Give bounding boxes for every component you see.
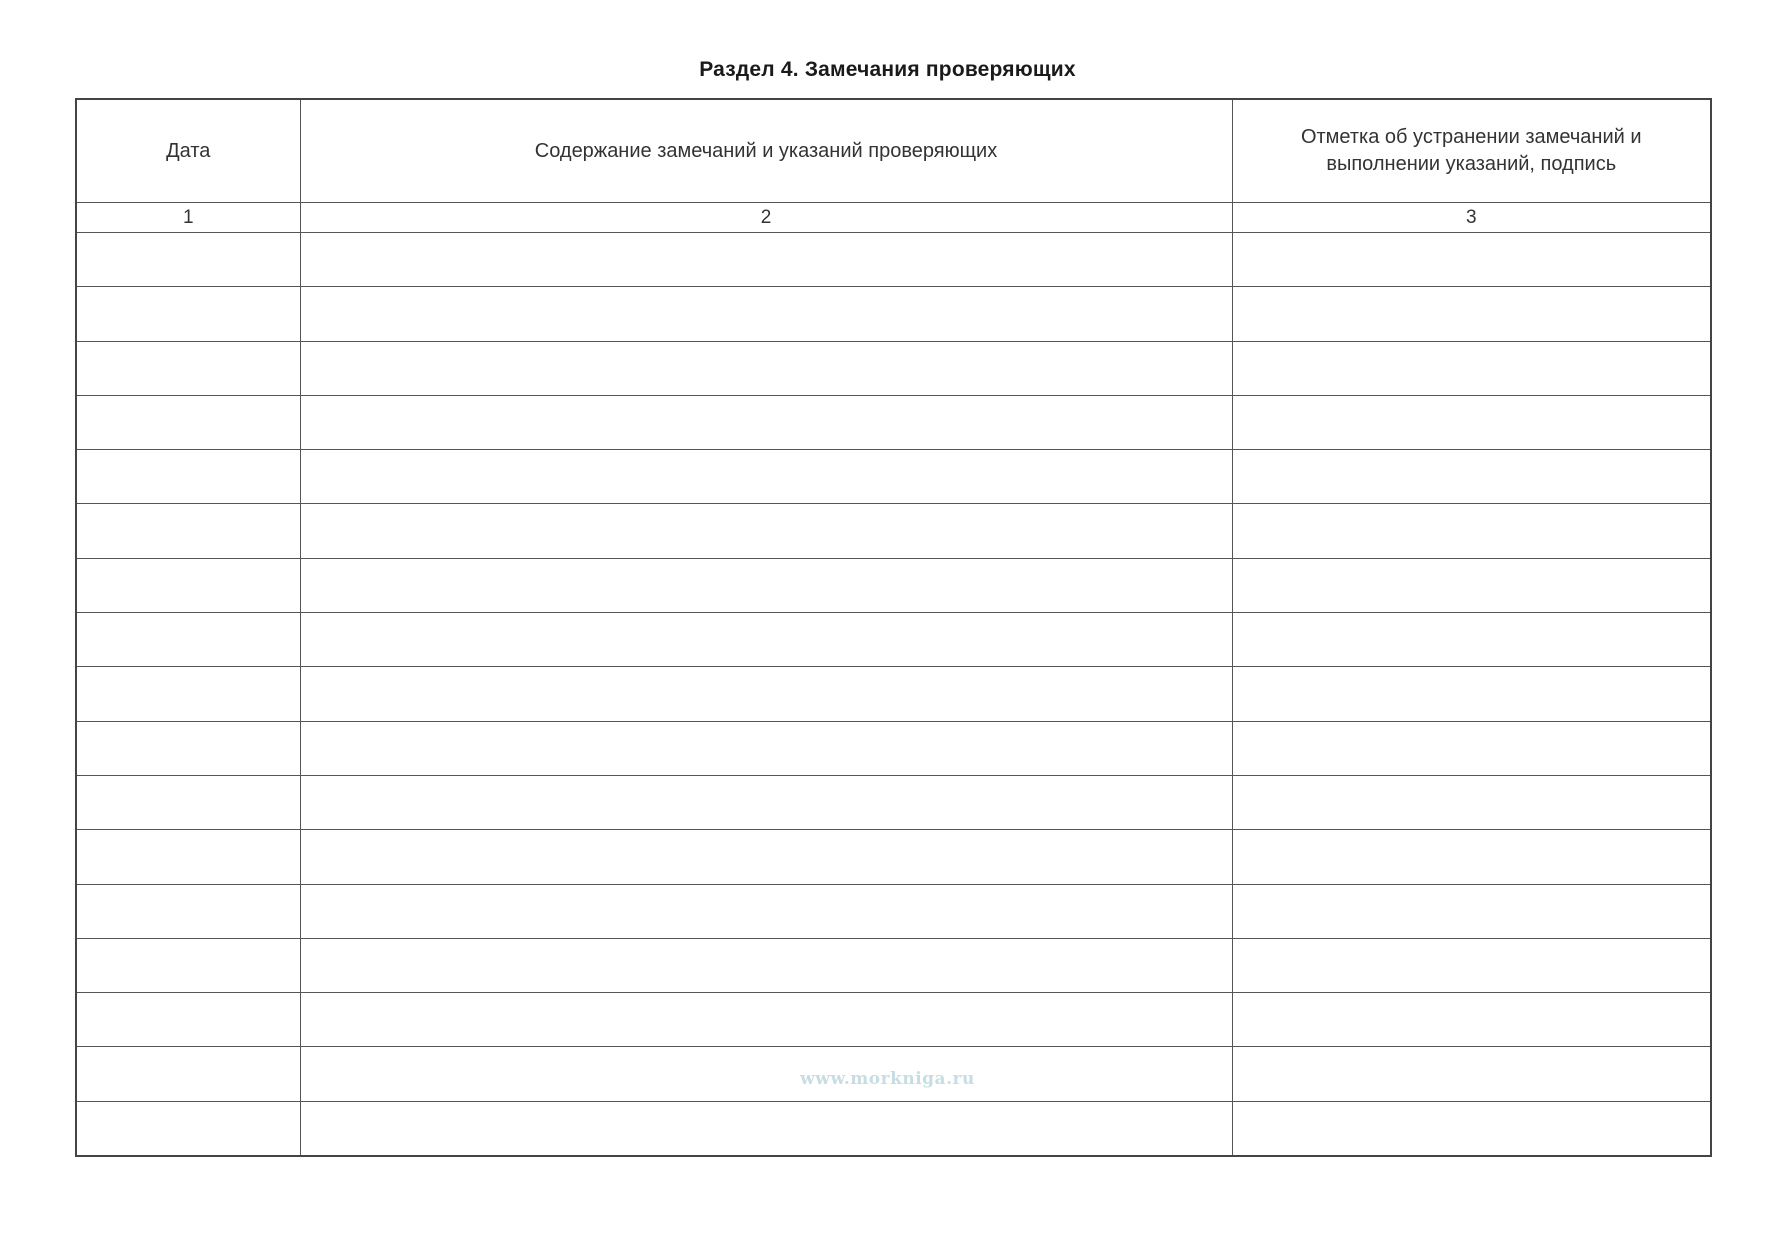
table-row (76, 450, 1711, 504)
cell-date (76, 613, 300, 667)
cell-date (76, 1101, 300, 1156)
cell-resolution (1232, 613, 1711, 667)
cell-resolution (1232, 721, 1711, 775)
table-row (76, 613, 1711, 667)
cell-resolution (1232, 667, 1711, 721)
cell-date (76, 450, 300, 504)
cell-content (300, 884, 1232, 938)
cell-date (76, 667, 300, 721)
cell-date (76, 341, 300, 395)
cell-content (300, 287, 1232, 341)
column-number-row (76, 203, 1711, 233)
cell-date (76, 775, 300, 829)
cell-date (76, 558, 300, 612)
cell-date (76, 721, 300, 775)
table-row (76, 504, 1711, 558)
cell-resolution (1232, 450, 1711, 504)
cell-date (76, 287, 300, 341)
cell-date (76, 884, 300, 938)
table-row (76, 341, 1711, 395)
table-body (76, 233, 1711, 1157)
column-number-1: 1 (76, 203, 300, 233)
watermark: www.morkniga.ru (800, 1069, 975, 1089)
cell-resolution (1232, 993, 1711, 1047)
cell-resolution (1232, 558, 1711, 612)
table-row (76, 1101, 1711, 1156)
column-header-date: Дата (76, 99, 300, 203)
cell-content (300, 504, 1232, 558)
column-number-2: 2 (300, 203, 1232, 233)
cell-date (76, 395, 300, 449)
cell-content (300, 233, 1232, 287)
cell-resolution (1232, 287, 1711, 341)
cell-content (300, 667, 1232, 721)
cell-content (300, 775, 1232, 829)
cell-resolution (1232, 341, 1711, 395)
table-row (76, 993, 1711, 1047)
table-row (76, 667, 1711, 721)
cell-date (76, 993, 300, 1047)
cell-resolution (1232, 938, 1711, 992)
cell-resolution (1232, 395, 1711, 449)
remarks-table (75, 98, 1712, 1157)
cell-resolution (1232, 233, 1711, 287)
cell-content (300, 450, 1232, 504)
cell-content (300, 721, 1232, 775)
cell-date (76, 938, 300, 992)
table-header-row (76, 99, 1711, 203)
cell-content (300, 558, 1232, 612)
column-number-3: 3 (1232, 203, 1711, 233)
cell-resolution (1232, 775, 1711, 829)
table-row (76, 830, 1711, 884)
cell-content (300, 993, 1232, 1047)
cell-content (300, 830, 1232, 884)
table-row (76, 558, 1711, 612)
cell-date (76, 233, 300, 287)
table-row (76, 287, 1711, 341)
table-row (76, 395, 1711, 449)
cell-date (76, 830, 300, 884)
cell-resolution (1232, 884, 1711, 938)
table-row (76, 721, 1711, 775)
table-row (76, 884, 1711, 938)
cell-content (300, 938, 1232, 992)
cell-content (300, 1101, 1232, 1156)
cell-resolution (1232, 1101, 1711, 1156)
table-row (76, 775, 1711, 829)
page-title: Раздел 4. Замечания проверяющих (699, 58, 1076, 81)
cell-content (300, 341, 1232, 395)
cell-date (76, 504, 300, 558)
table-row (76, 938, 1711, 992)
cell-content (300, 395, 1232, 449)
table-row (76, 233, 1711, 287)
cell-resolution (1232, 504, 1711, 558)
cell-content (300, 613, 1232, 667)
cell-resolution (1232, 830, 1711, 884)
column-header-resolution: Отметка об устранении замечаний и выполнении указаний, подпись (1232, 99, 1711, 203)
column-header-content: Содержание замечаний и указаний проверяющих (300, 99, 1232, 203)
